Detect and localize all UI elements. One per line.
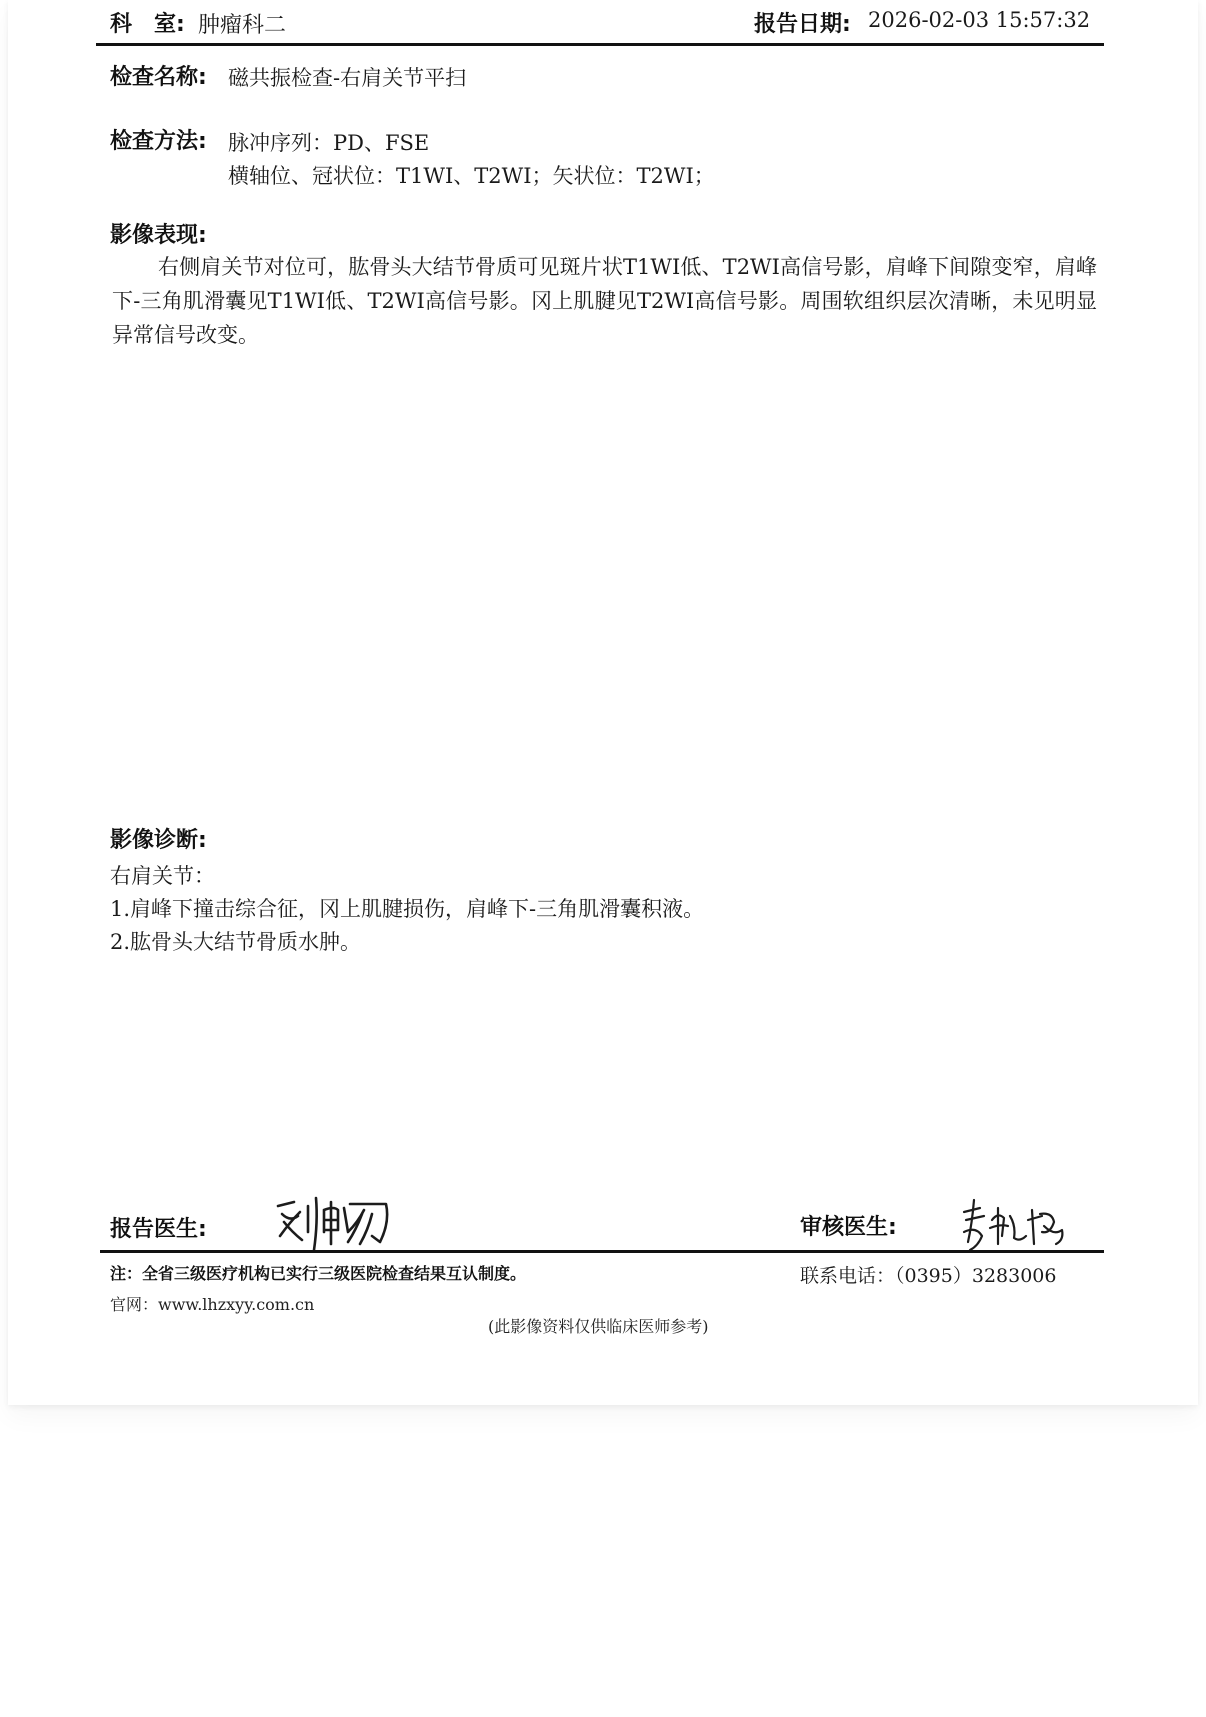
exam-method-line1: 脉冲序列：PD、FSE bbox=[228, 131, 430, 155]
contact-phone: 联系电话：（0395）3283006 bbox=[800, 1265, 1057, 1287]
disclaimer: (此影像资料仅供临床医师参考) bbox=[488, 1317, 709, 1336]
diagnosis-line-2: 2.肱骨头大结节骨质水肿。 bbox=[110, 930, 362, 954]
report-date-value: 2026-02-03 15:57:32 bbox=[868, 8, 1091, 32]
department-label: 科 室: bbox=[110, 12, 185, 37]
mutual-recognition-note: 注：全省三级医疗机构已实行三级医院检查结果互认制度。 bbox=[110, 1264, 527, 1283]
header-divider bbox=[96, 43, 1104, 46]
reporter-label: 报告医生: bbox=[110, 1217, 207, 1242]
reviewer-signature bbox=[958, 1196, 1068, 1254]
findings-text: 右侧肩关节对位可，肱骨头大结节骨质可见斑片状T1WI低、T2WI高信号影，肩峰下间隙变窄，肩峰下-三角肌滑囊见T1WI低、T2WI高信号影。冈上肌腱见T2WI高信号影。周围软组织层次清晰，未见明显异常信号改变。 bbox=[112, 255, 1097, 347]
report-date-label: 报告日期: bbox=[754, 12, 851, 37]
diagnosis-label: 影像诊断: bbox=[110, 828, 207, 853]
exam-method-label: 检查方法: bbox=[110, 129, 207, 154]
report-sheet bbox=[8, 0, 1198, 1405]
findings-label: 影像表现: bbox=[110, 223, 207, 248]
reviewer-label: 审核医生: bbox=[800, 1215, 897, 1240]
website: 官网：www.lhzxyy.com.cn bbox=[110, 1295, 315, 1314]
exam-name-value: 磁共振检查-右肩关节平扫 bbox=[228, 66, 467, 90]
signature-divider bbox=[100, 1250, 1104, 1253]
department-value: 肿瘤科二 bbox=[198, 13, 287, 38]
diagnosis-line-1: 1.肩峰下撞击综合征，冈上肌腱损伤，肩峰下-三角肌滑囊积液。 bbox=[110, 897, 705, 921]
diagnosis-line-site: 右肩关节： bbox=[110, 864, 215, 888]
reporter-signature bbox=[268, 1192, 398, 1254]
exam-method-line2: 横轴位、冠状位：T1WI、T2WI；矢状位：T2WI； bbox=[228, 164, 715, 188]
exam-name-label: 检查名称: bbox=[110, 65, 207, 90]
